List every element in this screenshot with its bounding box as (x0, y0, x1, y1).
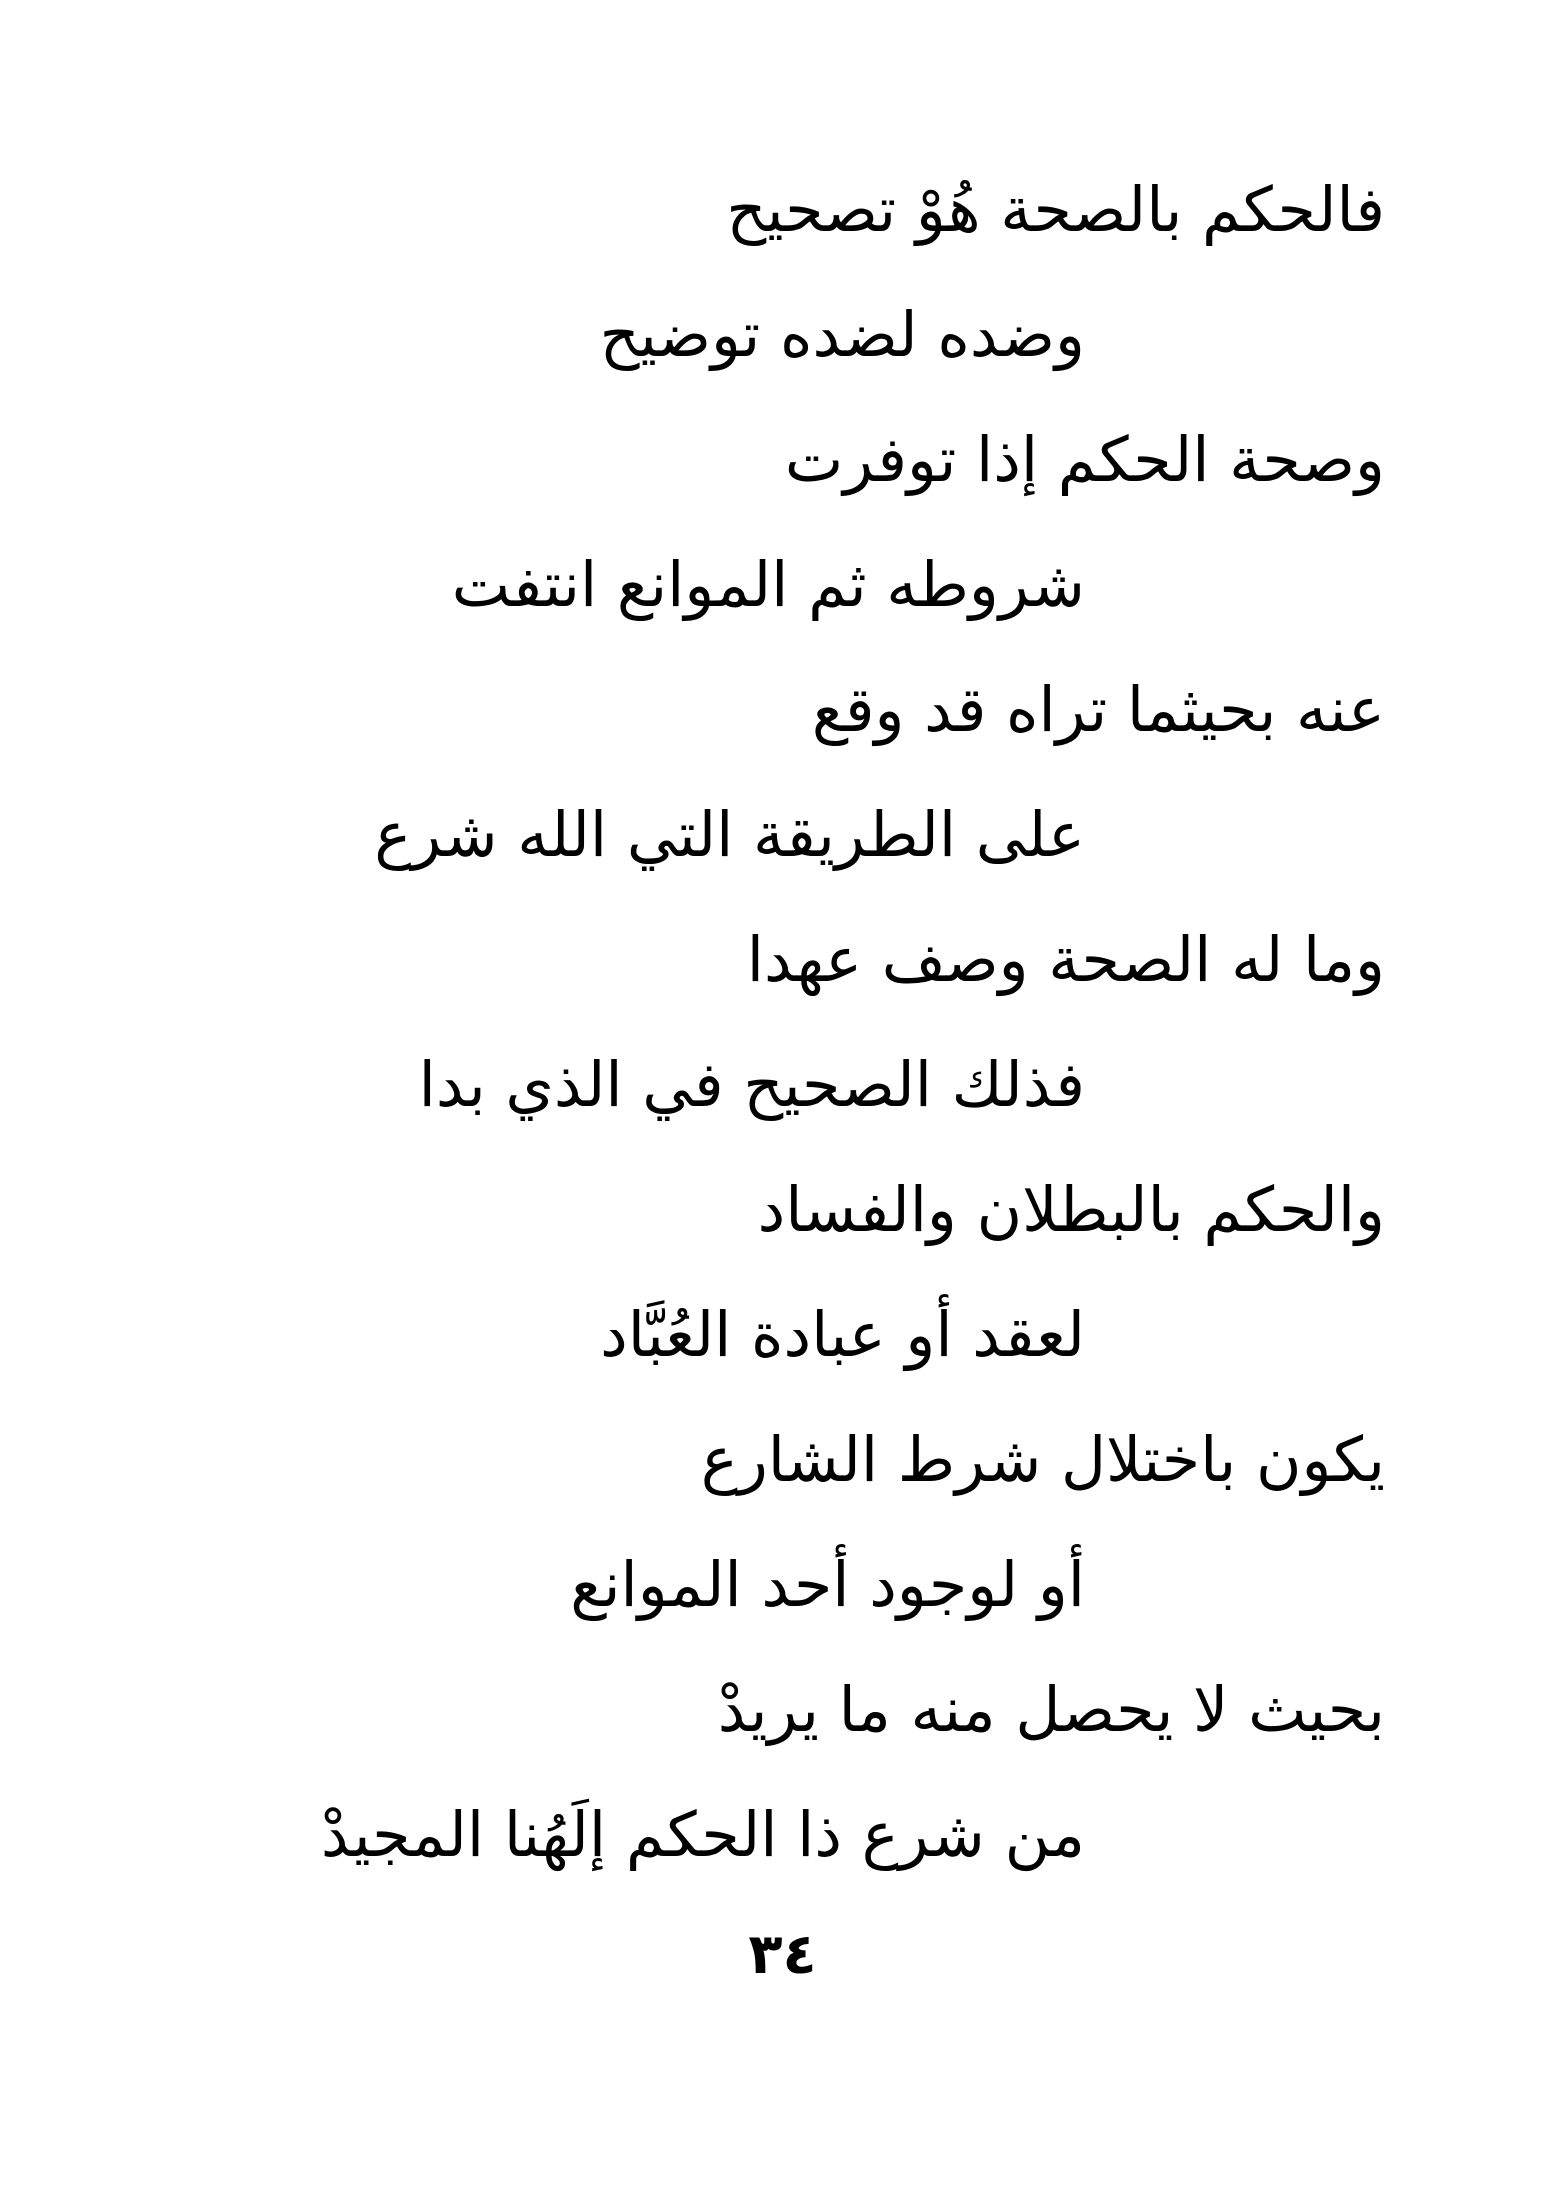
page-number: ٣٤ (748, 1922, 817, 1987)
verse-line-6: على الطريقة التي الله شرع (374, 798, 1085, 871)
verse-line-10: لعقد أو عبادة العُبَّاد (600, 1298, 1085, 1371)
verse-line-13: بحيث لا يحصل منه ما يريدْ (717, 1673, 1385, 1746)
verse-line-14: من شرع ذا الحكم إلَهُنا المجيدْ (320, 1798, 1085, 1871)
verse-line-11: يكون باختلال شرط الشارع (700, 1423, 1385, 1496)
verse-line-3: وصحة الحكم إذا توفرت (784, 423, 1385, 496)
verse-line-7: وما له الصحة وصف عهدا (746, 923, 1385, 996)
verse-line-4: شروطه ثم الموانع انتفت (451, 548, 1085, 621)
verse-line-1: فالحكم بالصحة هُوْ تصحيح (726, 173, 1385, 246)
verse-line-12: أو لوجود أحد الموانع (570, 1548, 1085, 1621)
verse-line-9: والحكم بالبطلان والفساد (757, 1173, 1385, 1246)
verse-line-8: فذلك الصحيح في الذي بدا (418, 1048, 1085, 1121)
verse-line-2: وضده لضده توضيح (599, 298, 1085, 371)
verse-line-5: عنه بحيثما تراه قد وقع (811, 673, 1385, 746)
